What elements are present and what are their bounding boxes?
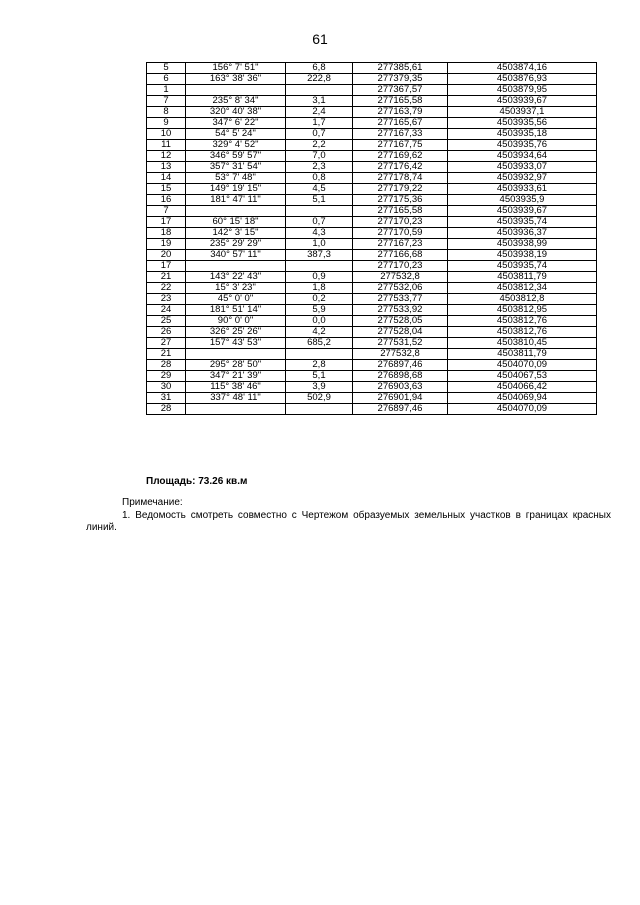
point-number-cell: 13 (147, 162, 186, 173)
length-cell: 4,3 (286, 228, 353, 239)
table-row (147, 250, 597, 261)
y-coordinate-cell: 4503876,93 (448, 74, 597, 85)
length-cell: 2,3 (286, 162, 353, 173)
x-coordinate-cell: 277170,23 (353, 261, 448, 272)
length-cell: 0,9 (286, 272, 353, 283)
length-cell: 5,1 (286, 371, 353, 382)
x-coordinate-cell: 277532,8 (353, 272, 448, 283)
table-row (147, 349, 597, 360)
length-cell: 502,9 (286, 393, 353, 404)
length-cell (286, 349, 353, 360)
y-coordinate-cell: 4503939,67 (448, 206, 597, 217)
x-coordinate-cell: 277528,04 (353, 327, 448, 338)
point-number-cell: 12 (147, 151, 186, 162)
direction-angle-cell: 340° 57' 11" (186, 250, 286, 261)
length-cell: 0,7 (286, 129, 353, 140)
length-cell (286, 404, 353, 415)
y-coordinate-cell: 4503935,74 (448, 217, 597, 228)
y-coordinate-cell: 4503935,74 (448, 261, 597, 272)
x-coordinate-cell: 276897,46 (353, 360, 448, 371)
length-cell: 4,2 (286, 327, 353, 338)
x-coordinate-cell: 277167,33 (353, 129, 448, 140)
point-number-cell: 11 (147, 140, 186, 151)
point-number-cell: 19 (147, 239, 186, 250)
table-row (147, 261, 597, 272)
length-cell: 1,0 (286, 239, 353, 250)
direction-angle-cell: 149° 19' 15" (186, 184, 286, 195)
y-coordinate-cell: 4503812,8 (448, 294, 597, 305)
y-coordinate-cell: 4503935,18 (448, 129, 597, 140)
point-number-cell: 17 (147, 261, 186, 272)
direction-angle-cell: 53° 7' 48" (186, 173, 286, 184)
direction-angle-cell (186, 261, 286, 272)
table-row (147, 382, 597, 393)
table-row (147, 173, 597, 184)
table-row (147, 206, 597, 217)
y-coordinate-cell: 4503874,16 (448, 63, 597, 74)
point-number-cell: 28 (147, 404, 186, 415)
x-coordinate-cell: 277532,06 (353, 283, 448, 294)
point-number-cell: 30 (147, 382, 186, 393)
point-number-cell: 20 (147, 250, 186, 261)
length-cell: 387,3 (286, 250, 353, 261)
table-row (147, 360, 597, 371)
direction-angle-cell: 90° 0' 0" (186, 316, 286, 327)
direction-angle-cell: 163° 38' 36" (186, 74, 286, 85)
y-coordinate-cell: 4504070,09 (448, 360, 597, 371)
x-coordinate-cell: 277178,74 (353, 173, 448, 184)
x-coordinate-cell: 277379,35 (353, 74, 448, 85)
point-number-cell: 26 (147, 327, 186, 338)
y-coordinate-cell: 4503812,34 (448, 283, 597, 294)
length-cell: 5,1 (286, 195, 353, 206)
x-coordinate-cell: 277170,59 (353, 228, 448, 239)
table-row (147, 151, 597, 162)
length-cell (286, 206, 353, 217)
point-number-cell: 9 (147, 118, 186, 129)
point-number-cell: 14 (147, 173, 186, 184)
point-number-cell: 21 (147, 349, 186, 360)
table-row (147, 393, 597, 404)
table-row (147, 217, 597, 228)
y-coordinate-cell: 4504069,94 (448, 393, 597, 404)
point-number-cell: 27 (147, 338, 186, 349)
x-coordinate-cell: 277176,42 (353, 162, 448, 173)
x-coordinate-cell: 277533,92 (353, 305, 448, 316)
table-row (147, 96, 597, 107)
length-cell: 0,7 (286, 217, 353, 228)
point-number-cell: 7 (147, 96, 186, 107)
table-row (147, 228, 597, 239)
length-cell: 0,2 (286, 294, 353, 305)
x-coordinate-cell: 277533,77 (353, 294, 448, 305)
direction-angle-cell: 320° 40' 38" (186, 107, 286, 118)
direction-angle-cell: 142° 3' 15" (186, 228, 286, 239)
length-cell: 4,5 (286, 184, 353, 195)
table-row (147, 327, 597, 338)
x-coordinate-cell: 277167,23 (353, 239, 448, 250)
x-coordinate-cell: 277163,79 (353, 107, 448, 118)
y-coordinate-cell: 4503810,45 (448, 338, 597, 349)
length-cell: 685,2 (286, 338, 353, 349)
y-coordinate-cell: 4503812,76 (448, 316, 597, 327)
direction-angle-cell: 326° 25' 26" (186, 327, 286, 338)
y-coordinate-cell: 4503812,95 (448, 305, 597, 316)
direction-angle-cell: 329° 4' 52" (186, 140, 286, 151)
length-cell: 2,4 (286, 107, 353, 118)
y-coordinate-cell: 4503935,76 (448, 140, 597, 151)
point-number-cell: 29 (147, 371, 186, 382)
direction-angle-cell (186, 404, 286, 415)
table-row (147, 63, 597, 74)
x-coordinate-cell: 277165,58 (353, 96, 448, 107)
y-coordinate-cell: 4503936,37 (448, 228, 597, 239)
x-coordinate-cell: 277169,62 (353, 151, 448, 162)
area-total: Площадь: 73.26 кв.м (146, 476, 248, 487)
length-cell: 2,2 (286, 140, 353, 151)
length-cell: 1,7 (286, 118, 353, 129)
direction-angle-cell: 295° 28' 50" (186, 360, 286, 371)
point-number-cell: 8 (147, 107, 186, 118)
direction-angle-cell: 60° 15' 18" (186, 217, 286, 228)
length-cell: 0,8 (286, 173, 353, 184)
length-cell: 1,8 (286, 283, 353, 294)
direction-angle-cell: 337° 48' 11" (186, 393, 286, 404)
x-coordinate-cell: 276901,94 (353, 393, 448, 404)
table-row (147, 283, 597, 294)
y-coordinate-cell: 4504066,42 (448, 382, 597, 393)
x-coordinate-cell: 277165,58 (353, 206, 448, 217)
direction-angle-cell: 45° 0' 0" (186, 294, 286, 305)
direction-angle-cell: 347° 6' 22" (186, 118, 286, 129)
x-coordinate-cell: 277165,67 (353, 118, 448, 129)
table-row (147, 294, 597, 305)
coordinates-table (146, 62, 597, 415)
length-cell: 222,8 (286, 74, 353, 85)
point-number-cell: 5 (147, 63, 186, 74)
length-cell: 2,8 (286, 360, 353, 371)
point-number-cell: 21 (147, 272, 186, 283)
y-coordinate-cell: 4503935,56 (448, 118, 597, 129)
x-coordinate-cell: 277170,23 (353, 217, 448, 228)
page-number: 61 (312, 31, 328, 47)
point-number-cell: 16 (147, 195, 186, 206)
table-row (147, 107, 597, 118)
y-coordinate-cell: 4503933,61 (448, 184, 597, 195)
table-row (147, 404, 597, 415)
direction-angle-cell (186, 349, 286, 360)
y-coordinate-cell: 4503811,79 (448, 349, 597, 360)
point-number-cell: 1 (147, 85, 186, 96)
direction-angle-cell: 54° 5' 24" (186, 129, 286, 140)
x-coordinate-cell: 277367,57 (353, 85, 448, 96)
note-title: Примечание: (122, 497, 183, 508)
y-coordinate-cell: 4503879,95 (448, 85, 597, 96)
length-cell: 3,1 (286, 96, 353, 107)
x-coordinate-cell: 277385,61 (353, 63, 448, 74)
direction-angle-cell: 235° 29' 29" (186, 239, 286, 250)
x-coordinate-cell: 277175,36 (353, 195, 448, 206)
table-row (147, 74, 597, 85)
length-cell: 0,0 (286, 316, 353, 327)
direction-angle-cell: 347° 21' 39" (186, 371, 286, 382)
length-cell: 6,8 (286, 63, 353, 74)
direction-angle-cell: 346° 59' 57" (186, 151, 286, 162)
table-row (147, 316, 597, 327)
table-row (147, 85, 597, 96)
y-coordinate-cell: 4503939,67 (448, 96, 597, 107)
y-coordinate-cell: 4503938,99 (448, 239, 597, 250)
table-row (147, 305, 597, 316)
x-coordinate-cell: 276897,46 (353, 404, 448, 415)
direction-angle-cell: 181° 51' 14" (186, 305, 286, 316)
y-coordinate-cell: 4503935,9 (448, 195, 597, 206)
x-coordinate-cell: 277531,52 (353, 338, 448, 349)
y-coordinate-cell: 4503937,1 (448, 107, 597, 118)
x-coordinate-cell: 277167,75 (353, 140, 448, 151)
table-row (147, 118, 597, 129)
x-coordinate-cell: 277532,8 (353, 349, 448, 360)
table-row (147, 195, 597, 206)
y-coordinate-cell: 4503811,79 (448, 272, 597, 283)
length-cell: 3,9 (286, 382, 353, 393)
direction-angle-cell (186, 206, 286, 217)
point-number-cell: 17 (147, 217, 186, 228)
table-row (147, 338, 597, 349)
length-cell: 5,9 (286, 305, 353, 316)
table-row (147, 140, 597, 151)
point-number-cell: 24 (147, 305, 186, 316)
point-number-cell: 18 (147, 228, 186, 239)
direction-angle-cell (186, 85, 286, 96)
direction-angle-cell: 235° 8' 34" (186, 96, 286, 107)
y-coordinate-cell: 4503932,97 (448, 173, 597, 184)
direction-angle-cell: 15° 3' 23" (186, 283, 286, 294)
point-number-cell: 22 (147, 283, 186, 294)
point-number-cell: 23 (147, 294, 186, 305)
direction-angle-cell: 357° 31' 54" (186, 162, 286, 173)
point-number-cell: 28 (147, 360, 186, 371)
point-number-cell: 10 (147, 129, 186, 140)
y-coordinate-cell: 4503934,64 (448, 151, 597, 162)
table-row (147, 272, 597, 283)
table-row (147, 129, 597, 140)
y-coordinate-cell: 4504067,53 (448, 371, 597, 382)
coordinates-table-body (147, 63, 597, 415)
x-coordinate-cell: 277166,68 (353, 250, 448, 261)
note-text: 1. Ведомость смотреть совместно с Чертежом образуемых земельных участков в границах красных линий. (86, 510, 611, 533)
direction-angle-cell: 181° 47' 11" (186, 195, 286, 206)
direction-angle-cell: 157° 43' 53" (186, 338, 286, 349)
point-number-cell: 31 (147, 393, 186, 404)
table-row (147, 184, 597, 195)
point-number-cell: 7 (147, 206, 186, 217)
direction-angle-cell: 143° 22' 43" (186, 272, 286, 283)
table-row (147, 162, 597, 173)
point-number-cell: 25 (147, 316, 186, 327)
length-cell (286, 85, 353, 96)
point-number-cell: 6 (147, 74, 186, 85)
point-number-cell: 15 (147, 184, 186, 195)
direction-angle-cell: 115° 38' 46" (186, 382, 286, 393)
x-coordinate-cell: 276903,63 (353, 382, 448, 393)
y-coordinate-cell: 4504070,09 (448, 404, 597, 415)
direction-angle-cell: 156° 7' 51" (186, 63, 286, 74)
y-coordinate-cell: 4503933,07 (448, 162, 597, 173)
table-row (147, 239, 597, 250)
length-cell: 7,0 (286, 151, 353, 162)
x-coordinate-cell: 277179,22 (353, 184, 448, 195)
y-coordinate-cell: 4503938,19 (448, 250, 597, 261)
x-coordinate-cell: 277528,05 (353, 316, 448, 327)
table-row (147, 371, 597, 382)
length-cell (286, 261, 353, 272)
y-coordinate-cell: 4503812,76 (448, 327, 597, 338)
x-coordinate-cell: 276898,68 (353, 371, 448, 382)
